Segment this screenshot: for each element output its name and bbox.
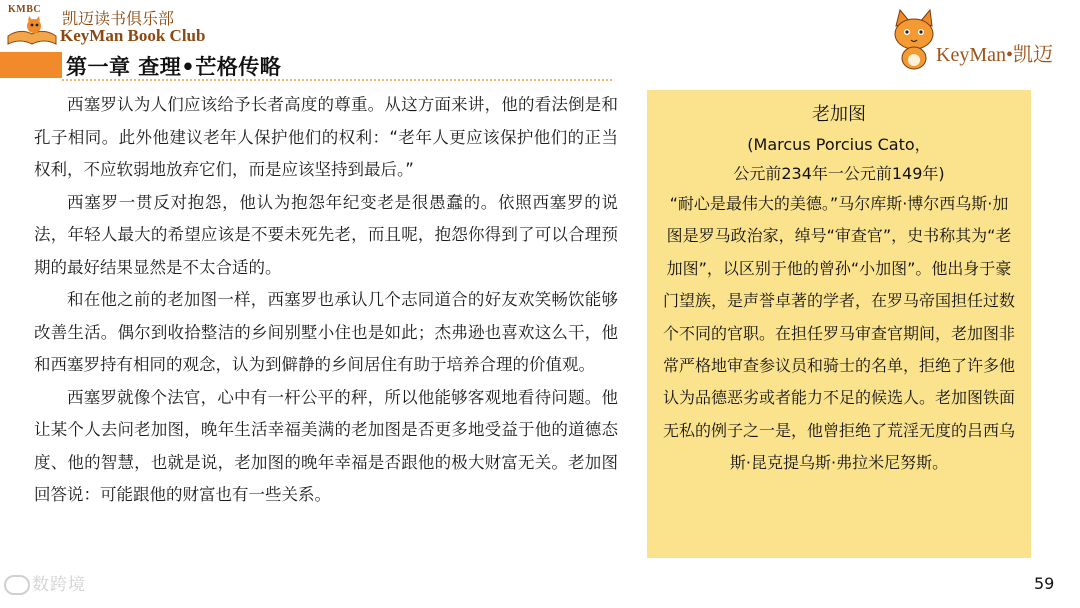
brand-name-text: KeyMan•凯迈 <box>936 44 1053 66</box>
sidebar-title: 老加图 <box>812 104 866 125</box>
club-logo <box>4 4 60 50</box>
keyman-brand-logo <box>890 8 1070 72</box>
watermark-icon <box>4 575 30 595</box>
page-number: 59 <box>1034 574 1055 593</box>
sidebar-body-text: “耐心是最伟大的美德。”马尔库斯·博尔西乌斯·加图是罗马政治家，绰号“审查官”，史书称其为“老加图”，以区别于他的曾孙“小加图”。他出身于豪门望族，是声誉卓著的学者，在罗马帝国担任过数个不同的官职。在担任罗马审查官期间，老加图非常严格地审查参议员和骑士的名单，拒绝了许多他认为品德恶劣或者能力不足的候选人。老加图铁面无私的例子之一是，他曾拒绝了荒淫无度的吕西乌斯·昆克提乌斯·弗拉米尼努斯。 <box>663 194 1016 473</box>
club-name-en: KeyMan Book Club <box>60 26 206 45</box>
sidebar-bio-box <box>647 90 1031 558</box>
book-cat-logo-icon <box>4 14 60 50</box>
paragraph: 西塞罗认为人们应该给予长者高度的尊重。从这方面来讲，他的看法倒是和孔子相同。此外他建议老年人保护他们的权利：“老年人更应该保护他们的正当权利，不应软弱地放弃它们，而是应该坚持到最后。” <box>34 95 618 179</box>
main-text-body <box>34 89 618 512</box>
paragraph: 西塞罗一贯反对抱怨，他认为抱怨年纪变老是很愚蠢的。依照西塞罗的说法，年轻人最大的希望应该是不要未死先老，而且呢，抱怨你得到了可以合理预期的最好结果显然是不太合适的。 <box>34 192 618 277</box>
cat-mascot-icon <box>890 8 940 72</box>
sidebar-subtitle-name: (Marcus Porcius Cato， <box>747 135 931 154</box>
paragraph: 西塞罗就像个法官，心中有一杆公平的秤，所以他能够客观地看待问题。他让某个人去问老加图，晚年生活幸福美满的老加图是否更多地受益于他的道德态度、他的智慧，也就是说，老加图的晚年幸福是否跟他的极大财富无关。老加图回答说：可能跟他的财富也有一些关系。 <box>34 387 618 504</box>
paragraph: 和在他之前的老加图一样，西塞罗也承认几个志同道合的好友欢笑畅饮能够改善生活。偶尔到收拾整洁的乡间别墅小住也是如此；杰弗逊也喜欢这么干，他和西塞罗持有相同的观念，认为到僻静的乡间居住有助于培养合理的价值观。 <box>34 290 618 374</box>
watermark <box>4 570 86 595</box>
watermark-text: 数跨境 <box>32 575 86 595</box>
title-divider <box>62 79 612 81</box>
title-accent-bar <box>0 52 62 78</box>
logo-kmbc-text: KMBC <box>8 4 42 15</box>
sidebar-subtitle-dates: 公元前234年一公元前149年) <box>733 164 945 183</box>
club-name-cn: 凯迈读书俱乐部 <box>62 9 175 28</box>
chapter-title: 第一章 查理•芒格传略 <box>66 55 282 79</box>
